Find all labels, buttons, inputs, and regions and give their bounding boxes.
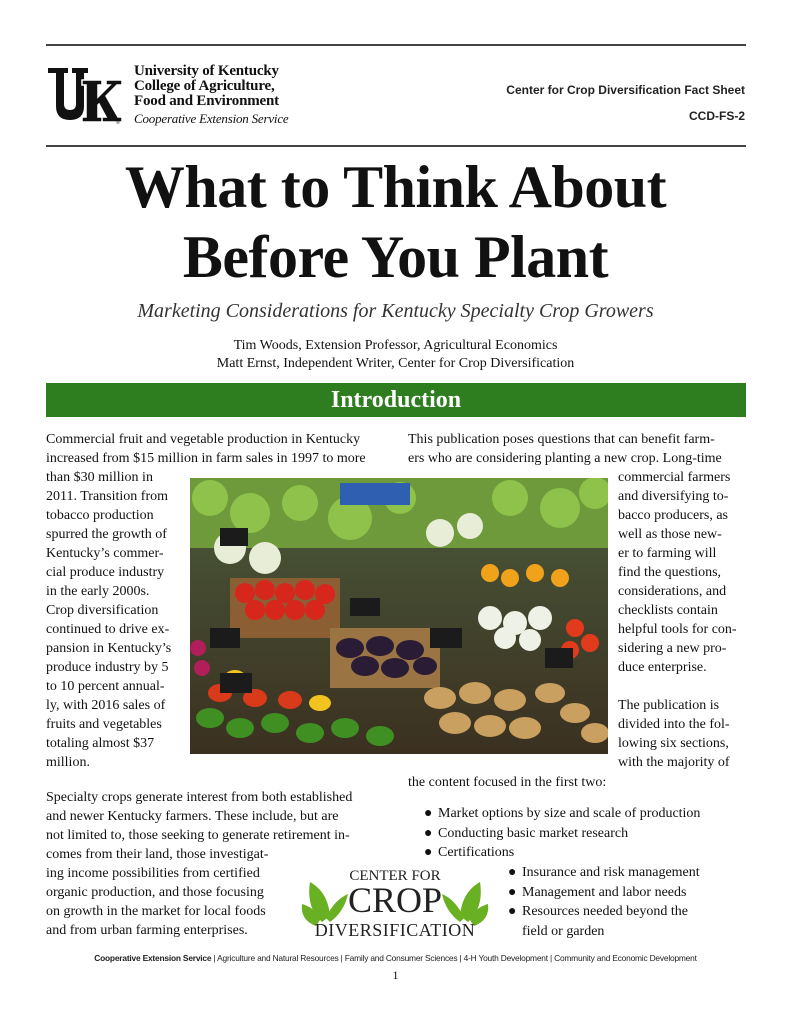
text-line: This publication poses questions that can benefit farm- bbox=[408, 432, 715, 447]
fact-sheet-info bbox=[506, 77, 745, 129]
text-line: 2011. Transition from bbox=[46, 489, 168, 504]
text-line: bacco producers, as bbox=[618, 508, 729, 523]
text-line: fruits and vegetables bbox=[46, 717, 162, 732]
extension-service-label: Cooperative Extension Service bbox=[134, 111, 289, 126]
university-name bbox=[134, 64, 288, 126]
list-item-label: Certifications bbox=[438, 845, 515, 860]
text-line: Commercial fruit and vegetable production in Kentucky bbox=[46, 432, 361, 447]
text-line: cial produce industry bbox=[46, 565, 165, 580]
text-line: than $30 million in bbox=[46, 470, 153, 485]
right-intro-wide bbox=[408, 430, 745, 468]
fact-sheet-series: Center for Crop Diversification Fact Sheet bbox=[506, 83, 745, 97]
text-line: totaling almost $37 bbox=[46, 736, 155, 751]
bullet-icon: ● bbox=[508, 865, 517, 880]
text-line: pansion in Kentucky’s bbox=[46, 641, 172, 656]
text-line: ers who are considering planting a new crop. Long-time bbox=[408, 451, 722, 466]
text-line: find the questions, bbox=[618, 565, 722, 580]
list-item bbox=[424, 804, 700, 824]
text-line: The publication is bbox=[618, 698, 720, 713]
list-item-label: Market options by size and scale of production bbox=[438, 806, 701, 821]
college-line: College of Agriculture, bbox=[134, 78, 275, 94]
list-item bbox=[508, 883, 700, 903]
text-line: and diversifying to- bbox=[618, 489, 729, 504]
produce-market-photo bbox=[190, 478, 608, 754]
list-item-label: Insurance and risk management bbox=[522, 865, 700, 880]
section-list-b bbox=[508, 863, 700, 941]
right-para2-last: the content focused in the first two: bbox=[408, 775, 607, 790]
text-line: organic production, and those focusing bbox=[46, 885, 264, 900]
list-item-continuation bbox=[508, 922, 700, 942]
text-line: Kentucky’s commer- bbox=[46, 546, 164, 561]
list-item bbox=[508, 863, 700, 883]
text-line: Crop diversification bbox=[46, 603, 159, 618]
text-line: divided into the fol- bbox=[618, 717, 730, 732]
text-line: increased from $15 million in farm sales in 1997 to more bbox=[46, 451, 366, 466]
text-line: well as those new- bbox=[618, 527, 722, 542]
left-intro-narrow bbox=[46, 468, 182, 772]
center-for-crop-diversification-logo bbox=[300, 860, 490, 940]
text-line: duce enterprise. bbox=[618, 660, 707, 675]
text-line: produce industry by 5 bbox=[46, 660, 169, 675]
text-line: million. bbox=[46, 755, 90, 770]
bullet-icon: ● bbox=[424, 825, 433, 841]
list-item-label: Conducting basic market research bbox=[438, 825, 629, 841]
bullet-icon: ● bbox=[508, 904, 517, 919]
footer-program-list: | Agriculture and Natural Resources | Family and Consumer Sciences | 4-H Youth Development | Community and Economic Development bbox=[211, 953, 697, 963]
footer-lead: Cooperative Extension Service bbox=[94, 953, 212, 963]
text-line: considerations, and bbox=[618, 584, 727, 599]
ccd-logo-line1: CENTER FOR bbox=[349, 868, 441, 884]
college-line-2: Food and Environment bbox=[134, 93, 279, 109]
left-para2-wide bbox=[46, 788, 384, 864]
svg-text:®: ® bbox=[116, 120, 120, 124]
top-rule bbox=[46, 44, 746, 46]
text-line: with the majority of bbox=[618, 755, 730, 770]
text-line: checklists contain bbox=[618, 603, 718, 618]
text-line: continued to drive ex- bbox=[46, 622, 170, 637]
section-heading-introduction: Introduction bbox=[46, 383, 746, 417]
fact-sheet-code: CCD-FS-2 bbox=[689, 109, 745, 123]
text-line: and from urban farming enterprises. bbox=[46, 923, 248, 938]
text-line: lowing six sections, bbox=[618, 736, 729, 751]
text-line: comes from their land, those investigat- bbox=[46, 847, 269, 862]
author-1: Tim Woods, Extension Professor, Agricultural Economics bbox=[233, 338, 558, 353]
bullet-icon: ● bbox=[424, 806, 433, 821]
text-line: sidering a new pro- bbox=[618, 641, 727, 656]
bullet-icon: ● bbox=[424, 845, 433, 860]
text-line: ing income possibilities from certified bbox=[46, 866, 260, 881]
text-line: commercial farmers bbox=[618, 470, 731, 485]
list-item-label: Resources needed beyond the bbox=[522, 904, 688, 919]
list-item-label: field or garden bbox=[522, 923, 605, 939]
header-rule bbox=[46, 145, 746, 147]
right-para2-narrow bbox=[618, 696, 745, 772]
title-line-1: What to Think About bbox=[124, 154, 667, 220]
produce-illustration bbox=[190, 478, 608, 754]
text-line: Specialty crops generate interest from both established bbox=[46, 790, 353, 805]
text-line: and newer Kentucky farmers. These include, but are bbox=[46, 809, 339, 824]
text-line: helpful tools for con- bbox=[618, 622, 737, 637]
ccd-logo-line3: DIVERSIFICATION bbox=[314, 920, 476, 940]
text-line: spurred the growth of bbox=[46, 527, 167, 542]
left-intro-wide bbox=[46, 430, 384, 468]
text-line: to 10 percent annual- bbox=[46, 679, 165, 694]
page-subtitle: Marketing Considerations for Kentucky Specialty Crop Growers bbox=[137, 300, 654, 322]
bullet-icon: ● bbox=[508, 884, 517, 900]
right-intro-narrow bbox=[618, 468, 745, 677]
text-line: on growth in the market for local foods bbox=[46, 904, 266, 919]
page-number: 1 bbox=[392, 968, 399, 982]
list-item-label: Management and labor needs bbox=[522, 884, 687, 900]
ccd-logo-graphic bbox=[300, 860, 490, 940]
text-line: ly, with 2016 sales of bbox=[46, 698, 166, 713]
ccd-logo-line2: CROP bbox=[347, 880, 443, 920]
section-list-a bbox=[424, 804, 700, 863]
university-line: University of Kentucky bbox=[134, 63, 279, 79]
list-item bbox=[508, 902, 700, 922]
author-2: Matt Ernst, Independent Writer, Center for Crop Diversification bbox=[216, 356, 575, 371]
page-title bbox=[0, 152, 791, 292]
text-line: not limited to, those seeking to generate retirement in- bbox=[46, 828, 350, 843]
title-line-2: Before You Plant bbox=[182, 224, 609, 290]
text-line: er to farming will bbox=[618, 546, 717, 561]
list-item bbox=[424, 824, 700, 844]
footer-programs bbox=[0, 953, 791, 963]
uk-logo bbox=[46, 66, 122, 124]
text-line: in the early 2000s. bbox=[46, 584, 150, 599]
text-line: tobacco production bbox=[46, 508, 154, 523]
left-para2-narrow bbox=[46, 864, 292, 940]
